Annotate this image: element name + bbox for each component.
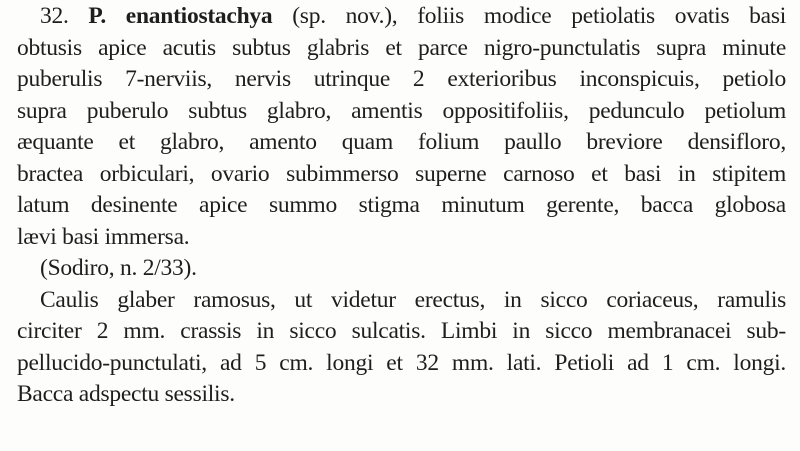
description-line: Bacca adspectu sessilis. <box>17 381 235 407</box>
diagnosis-line: æquante et glabro, amento quam folium paullo breviore densifloro, <box>17 129 786 155</box>
entry-number: 32. <box>40 3 69 29</box>
diagnosis-line: supra puberulo subtus glabro, amentis oppositifoliis, pedunculo petiolum <box>17 97 786 124</box>
species-heading-line <box>40 1 786 31</box>
diagnosis-line: lævi basi immersa. <box>17 223 190 250</box>
description-line: Caulis glaber ramosus, ut videtur erectus, in sicco coriaceus, ramulis <box>40 286 786 313</box>
species-name: P. enantiostachya <box>88 3 273 29</box>
description-line: circiter 2 mm. crassis in sicco sulcatis. Limbi in sicco membranacei sub- <box>17 318 786 344</box>
specimen-citation: (Sodiro, n. 2/33). <box>40 255 197 281</box>
diagnosis-line: bractea orbiculari, ovario subimmerso superne carnoso et basi in stipitem <box>17 160 786 187</box>
diagnosis-first-line: (sp. nov.), foliis modice petiolatis ovatis basi <box>292 3 786 29</box>
diagnosis-line: puberulis 7-nerviis, nervis utrinque 2 exterioribus inconspicuis, petiolo <box>17 66 786 92</box>
diagnosis-line: obtusis apice acutis subtus glabris et parce nigro-punctulatis supra minute <box>17 34 786 61</box>
diagnosis-line: latum desinente apice summo stigma minutum gerente, bacca globosa <box>17 192 786 218</box>
description-line: pellucido-punctulati, ad 5 cm. longi et 32 mm. lati. Petioli ad 1 cm. longi. <box>17 349 786 376</box>
